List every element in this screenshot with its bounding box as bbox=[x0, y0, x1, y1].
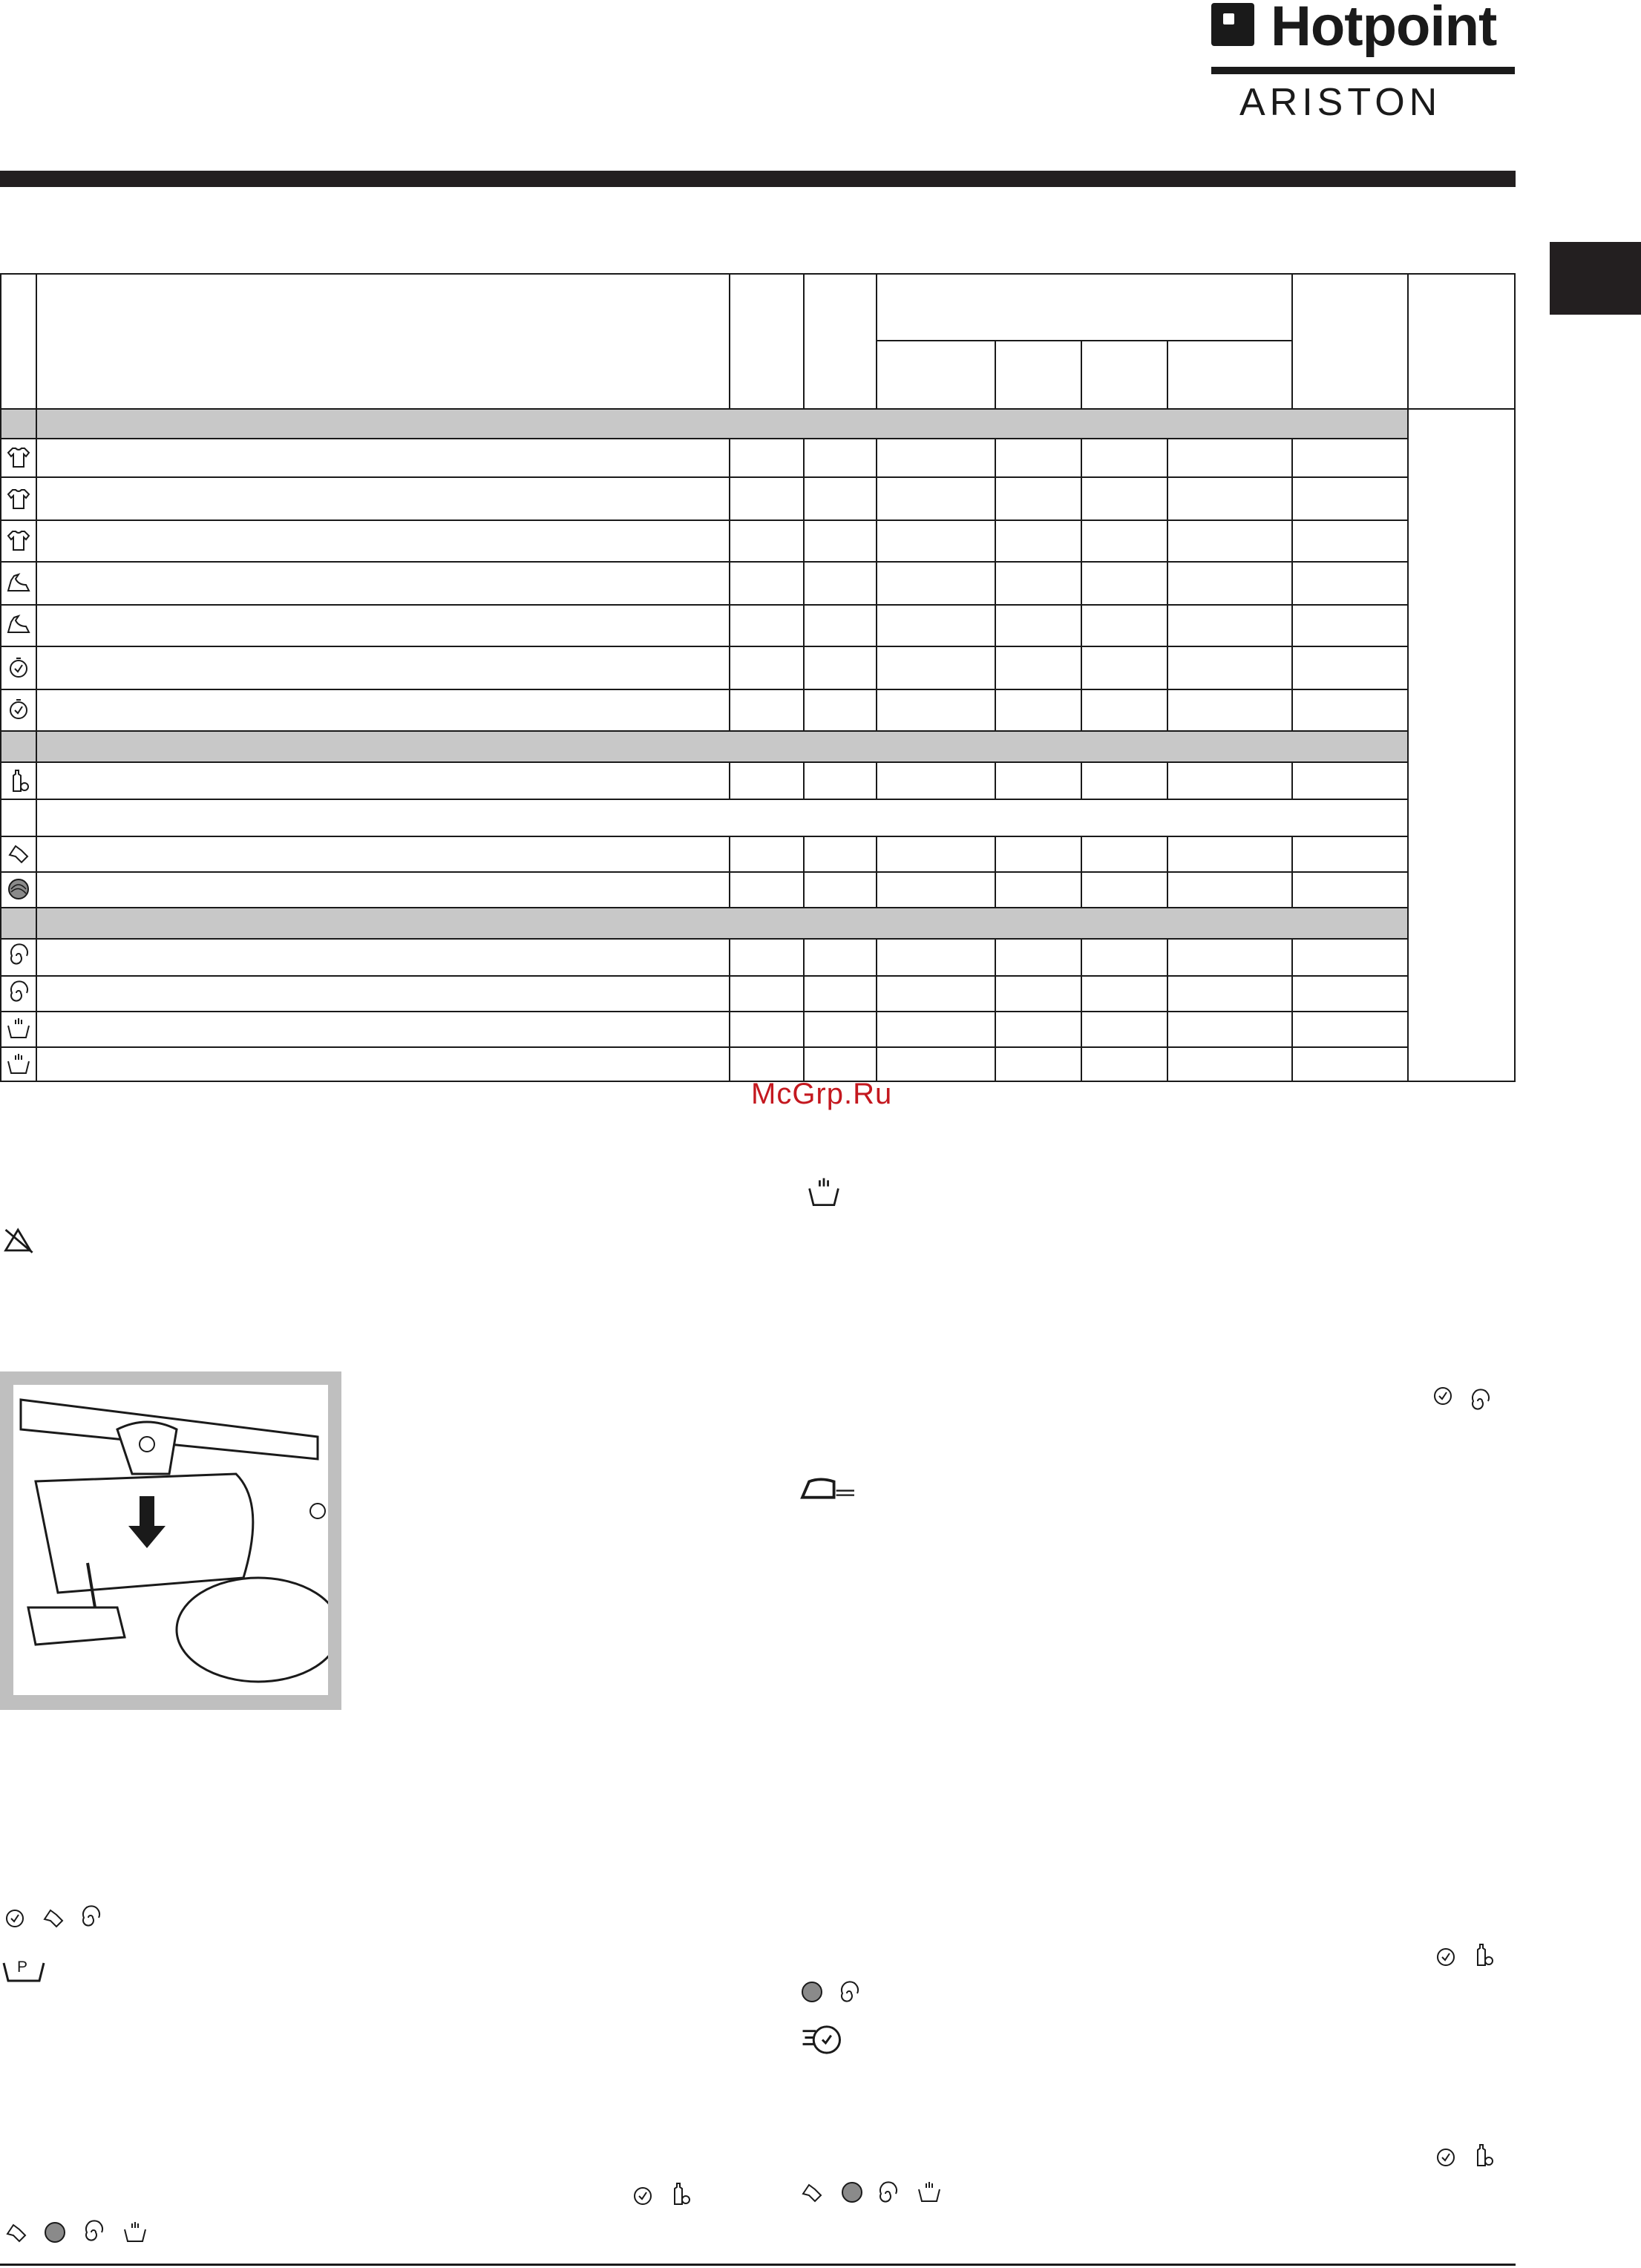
no-bleach-icon bbox=[0, 1222, 40, 1259]
brand-name: Hotpoint bbox=[1271, 0, 1497, 58]
table-section-band bbox=[1, 410, 1409, 439]
synthetic-iron-icon bbox=[5, 570, 32, 597]
timer-icon bbox=[5, 655, 32, 681]
table-section-band bbox=[1, 732, 1409, 761]
shirt-icon bbox=[5, 485, 32, 512]
header-rule bbox=[0, 171, 1516, 187]
wool-icon bbox=[799, 1979, 825, 2005]
baby-bottle-icon bbox=[666, 2180, 693, 2207]
timer-icon bbox=[5, 696, 32, 723]
iron-icon bbox=[800, 1472, 856, 1502]
delicates-icon bbox=[3, 2219, 30, 2246]
quick-wash-icon bbox=[800, 2020, 845, 2057]
baby-bottle-icon bbox=[1470, 2142, 1496, 2169]
spin-icon bbox=[80, 2219, 107, 2246]
table-section-band bbox=[1, 908, 1409, 938]
timer-icon bbox=[1, 1904, 28, 1931]
spin-icon bbox=[874, 2180, 901, 2207]
shirt-icon bbox=[5, 527, 32, 554]
timer-icon bbox=[1429, 1382, 1456, 1409]
rinse-icon bbox=[5, 1015, 32, 1042]
rinse-icon bbox=[122, 2219, 148, 2246]
footer-rule bbox=[0, 2264, 1516, 2266]
spin-icon bbox=[836, 1980, 862, 2007]
brand-divider bbox=[1211, 67, 1515, 74]
timer-icon bbox=[629, 2182, 656, 2209]
shirt-icon bbox=[5, 444, 32, 471]
spin-icon bbox=[77, 1904, 104, 1931]
synthetic-iron-icon bbox=[5, 612, 32, 638]
language-tab bbox=[1550, 242, 1641, 315]
watermark-text: McGrp.Ru bbox=[751, 1078, 893, 1110]
rinse-icon bbox=[5, 1051, 32, 1078]
dispenser-illustration bbox=[13, 1385, 328, 1695]
delicates-icon bbox=[5, 840, 32, 867]
wool-icon bbox=[5, 876, 32, 902]
programme-table bbox=[0, 273, 1516, 1082]
prewash-icon bbox=[1, 1952, 46, 1983]
baby-bottle-icon bbox=[1470, 1941, 1496, 1968]
brand-logo-icon bbox=[1211, 3, 1254, 46]
timer-icon bbox=[1432, 2143, 1459, 2170]
baby-bottle-icon bbox=[5, 767, 32, 794]
wool-icon bbox=[839, 2179, 865, 2206]
wool-icon bbox=[42, 2219, 68, 2246]
brand-subname: ARISTON bbox=[1239, 81, 1442, 124]
svg-text:P: P bbox=[17, 1959, 28, 1976]
spin-icon bbox=[5, 943, 32, 969]
rinse-icon bbox=[802, 1174, 846, 1211]
spin-icon bbox=[5, 980, 32, 1006]
rinse-icon bbox=[916, 2179, 943, 2206]
timer-icon bbox=[1432, 1943, 1459, 1970]
delicates-icon bbox=[40, 1904, 67, 1931]
delicates-icon bbox=[799, 2179, 825, 2206]
spin-icon bbox=[1467, 1388, 1493, 1415]
